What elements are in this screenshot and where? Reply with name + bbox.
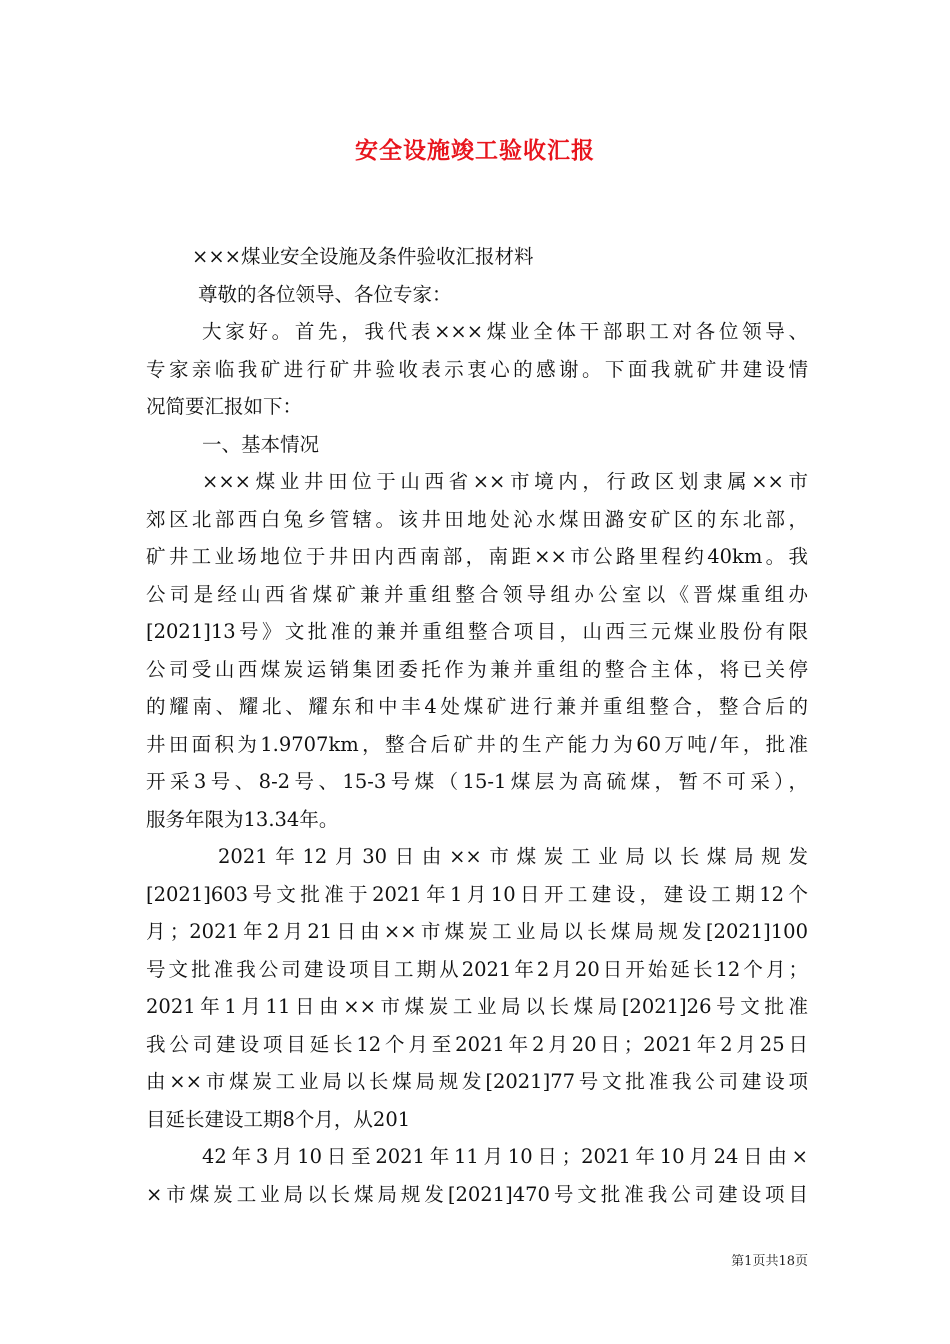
text-line: ×××煤业安全设施及条件验收汇报材料 [192,245,534,268]
document-body [146,238,808,1213]
text-line: [2021]603号文批准于2021年1月10日开工建设，建设工期12个 [146,882,808,906]
text-line: 井田面积为1.9707km，整合后矿井的生产能力为60万吨/年，批准 [146,732,808,756]
text-line: 月；2021年2月21日由××市煤炭工业局以长煤局规发[2021]100 [146,920,808,943]
text-line: ×市煤炭工业局以长煤局规发[2021]470号文批准我公司建设项目 [146,1182,808,1206]
text-line: 2021年12月30日由××市煤炭工业局以长煤局规发 [218,845,808,868]
text-line: 我公司建设项目延长12个月至2021年2月20日；2021年2月25日 [146,1032,808,1056]
text-line: 42年3月10日至2021年11月10日；2021年10月24日由× [202,1145,808,1168]
text-line: [2021]13号》文批准的兼并重组整合项目，山西三元煤业股份有限 [146,620,808,643]
text-line: 专家亲临我矿进行矿井验收表示衷心的感谢。下面我就矿井建设情 [146,357,808,381]
text-line: 况简要汇报如下： [146,395,303,418]
text-line: 开采3号、8-2号、15-3号煤（15-1煤层为高硫煤，暂不可采）， [146,770,808,793]
text-line: 服务年限为13.34年。 [146,807,339,831]
page-footer: 第1页共18页 [731,1254,808,1269]
text-line: 的耀南、耀北、耀东和中丰4处煤矿进行兼并重组整合，整合后的 [146,695,808,718]
text-line: 郊区北部西白兔乡管辖。该井田地处沁水煤田潞安矿区的东北部， [146,507,808,531]
text-line: 矿井工业场地位于井田内西南部，南距××市公路里程约40km。我 [146,545,808,568]
document-title: 安全设施竣工验收汇报 [355,137,595,164]
text-line: 2021年1月11日由××市煤炭工业局以长煤局[2021]26号文批准 [146,995,808,1018]
text-line: 大家好。首先，我代表×××煤业全体干部职工对各位领导、 [202,320,808,343]
text-line: 一、基本情况 [202,432,320,456]
text-line: 尊敬的各位领导、各位专家： [198,282,452,306]
text-line: 公司是经山西省煤矿兼并重组整合领导组办公室以《晋煤重组办 [146,582,808,606]
text-line: 由××市煤炭工业局以长煤局规发[2021]77号文批准我公司建设项 [146,1070,808,1093]
text-line: 公司受山西煤炭运销集团委托作为兼并重组的整合主体，将已关停 [146,657,808,681]
text-line: 号文批准我公司建设项目工期从2021年2月20日开始延长12个月； [146,957,808,981]
text-line: 目延长建设工期8个月，从201 [146,1107,411,1131]
text-line: ×××煤业井田位于山西省××市境内，行政区划隶属××市 [202,470,808,493]
